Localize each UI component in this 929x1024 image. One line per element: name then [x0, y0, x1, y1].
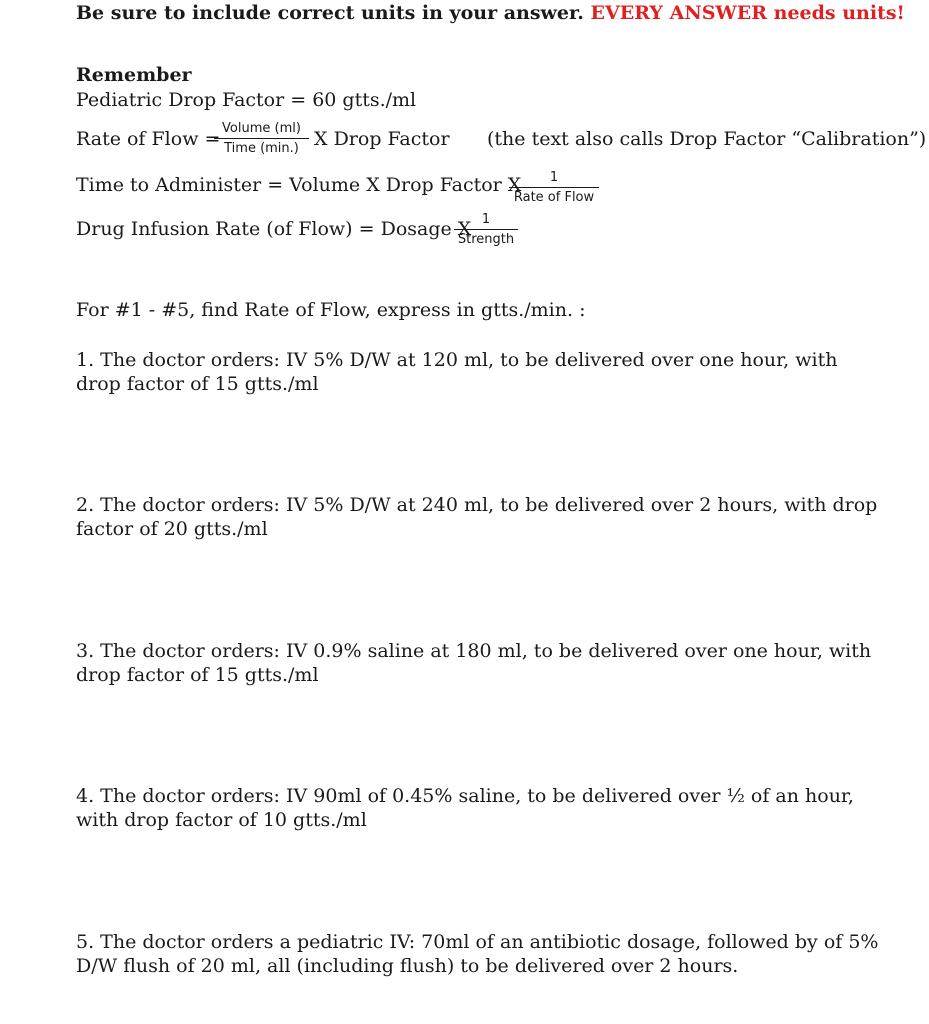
rate-numerator: Volume (ml): [222, 121, 301, 136]
remember-heading: Remember: [76, 64, 192, 86]
time-to-administer-label: Time to Administer = Volume X Drop Factor X: [76, 174, 522, 196]
time-fraction: [509, 170, 599, 205]
time-denominator: Rate of Flow: [513, 190, 595, 205]
rate-of-flow-label: Rate of Flow =: [76, 128, 221, 150]
time-numerator: 1: [549, 170, 559, 185]
fraction-bar: [214, 138, 309, 139]
rate-denominator: Time (min.): [224, 141, 299, 156]
problem-intro: For #1 - #5, find Rate of Flow, express in gtts./min. :: [76, 299, 586, 321]
question-3: 3. The doctor orders: IV 0.9% saline at 180 ml, to be delivered over one hour, with drop factor of 15 gtts./ml: [76, 640, 872, 686]
fraction-bar: [509, 187, 599, 188]
drug-fraction: [454, 212, 518, 247]
drug-infusion-label: Drug Infusion Rate (of Flow) = Dosage X: [76, 218, 472, 240]
question-4: 4. The doctor orders: IV 90ml of 0.45% saline, to be delivered over ½ of an hour, with drop factor of 10 gtts./ml: [76, 785, 854, 831]
drug-numerator: 1: [481, 212, 491, 227]
units-warning: EVERY ANSWER needs units!: [590, 2, 905, 24]
instructions-header: [76, 2, 905, 24]
question-2: 2. The doctor orders: IV 5% D/W at 240 ml, to be delivered over 2 hours, with drop factor of 20 gtts./ml: [76, 494, 878, 540]
question-5: 5. The doctor orders a pediatric IV: 70ml of an antibiotic dosage, followed by of 5% D/W flush of 20 ml, all (including flush) to be delivered over 2 hours.: [76, 931, 879, 977]
fraction-bar: [454, 229, 518, 230]
drug-denominator: Strength: [457, 232, 515, 247]
rate-of-flow-fraction: [214, 121, 309, 156]
question-1: 1. The doctor orders: IV 5% D/W at 120 ml, to be delivered over one hour, with drop factor of 15 gtts./ml: [76, 349, 838, 395]
calibration-note: (the text also calls Drop Factor “Calibration”): [487, 128, 927, 150]
pediatric-drop-factor: Pediatric Drop Factor = 60 gtts./ml: [76, 89, 417, 111]
instruction-text: Be sure to include correct units in your answer.: [76, 2, 584, 24]
rate-of-flow-tail: X Drop Factor: [314, 128, 450, 150]
